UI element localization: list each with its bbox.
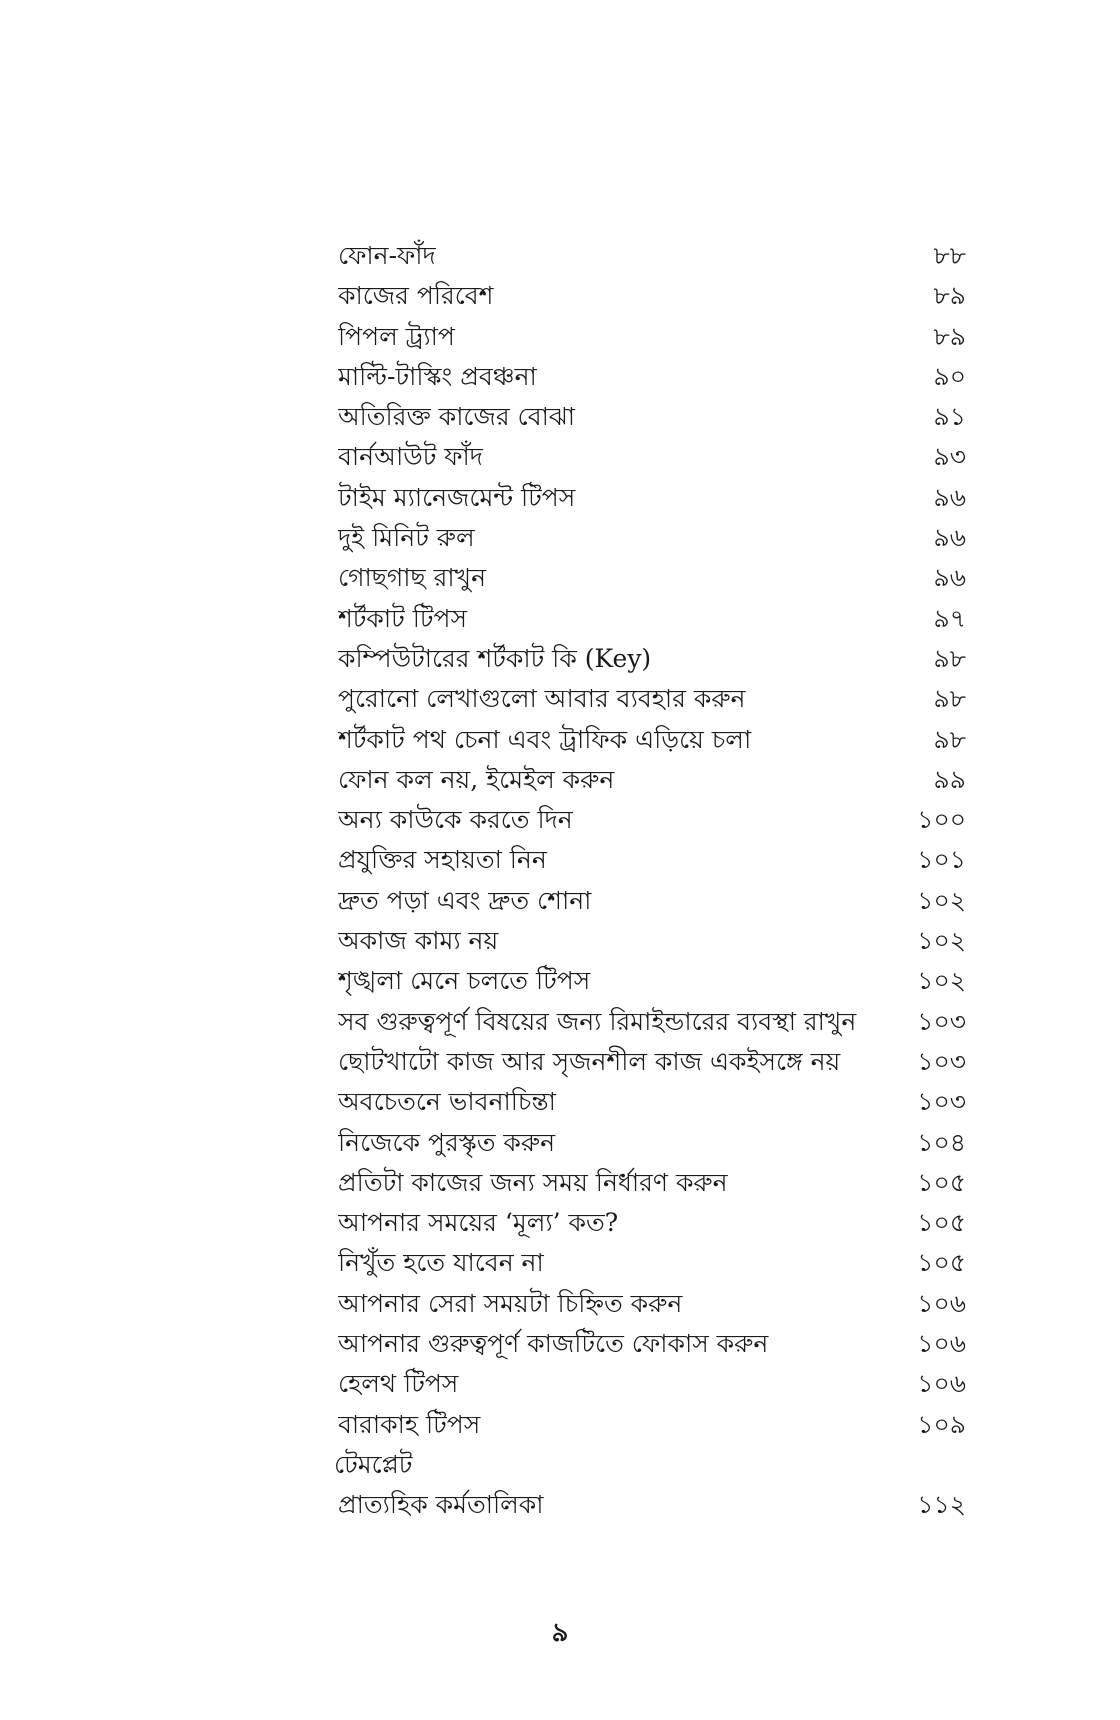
- toc-entry-page: ১০৩: [917, 1087, 966, 1117]
- toc-entry-page: ১০৪: [917, 1127, 966, 1157]
- toc-entry-page: ১০২: [917, 966, 966, 996]
- toc-entry: [338, 518, 966, 558]
- toc-entry-title: অতিরিক্ত কাজের বোঝা: [338, 402, 576, 432]
- toc-section-heading: [334, 1445, 966, 1485]
- toc-entry-page: ১০১: [917, 845, 966, 875]
- toc-entry: [338, 599, 966, 639]
- toc-entry: [338, 1485, 966, 1525]
- toc-entry: [338, 1243, 966, 1283]
- toc-entry-title: পিপল ট্র্যাপ: [338, 321, 455, 351]
- toc-entry-page: ৯৬: [933, 523, 966, 553]
- toc-entry: [338, 1324, 966, 1364]
- toc-entry-title: মাল্টি-টাস্কিং প্রবঞ্চনা: [338, 361, 537, 391]
- toc-entry: [338, 397, 966, 437]
- toc-entry: [338, 840, 966, 880]
- toc-entry-title: কাজের পরিবেশ: [338, 281, 494, 311]
- toc-entry-page: ৯৬: [933, 482, 966, 512]
- toc-entry: [338, 1082, 966, 1122]
- toc-entry-title: আপনার সময়ের ‘মূল্য’ কত?: [338, 1208, 619, 1238]
- toc-entry-page: ১০৫: [917, 1248, 966, 1278]
- toc-entry-title: অকাজ কাম্য নয়: [338, 926, 499, 956]
- toc-entry-page: ১০৬: [917, 1329, 966, 1359]
- toc-entry-title: শর্টকাট টিপস: [338, 603, 467, 633]
- toc-entry-title: হেলথ টিপস: [338, 1369, 459, 1399]
- toc-entry-title: আপনার সেরা সময়টা চিহ্নিত করুন: [338, 1288, 683, 1318]
- toc-entry-page: ৯১: [933, 402, 966, 432]
- toc-entry: [338, 881, 966, 921]
- toc-entry-page: ৮৯: [933, 321, 966, 351]
- toc-entry-page: ৯৮: [933, 643, 966, 673]
- toc-entry: [338, 1405, 966, 1445]
- toc-entry: [338, 1042, 966, 1082]
- toc-entry-page: ১০৩: [917, 1006, 966, 1036]
- toc-entry: [338, 317, 966, 357]
- toc-entry-page: ১০৬: [917, 1369, 966, 1399]
- toc-entry: [338, 639, 966, 679]
- toc-entry-title: প্রযুক্তির সহায়তা নিন: [338, 845, 547, 875]
- toc-entry-title: পুরোনো লেখাগুলো আবার ব্যবহার করুন: [338, 684, 746, 714]
- toc-entry-page: ৯৬: [933, 563, 966, 593]
- toc-entry-page: ৯৩: [933, 442, 966, 472]
- toc-entry-title: কম্পিউটারের শর্টকাট কি (Key): [338, 643, 652, 673]
- toc-entry: [338, 357, 966, 397]
- toc-entry-title: গোছগাছ রাখুন: [338, 563, 486, 593]
- page-number: ৯: [551, 1618, 569, 1648]
- toc-entry: [338, 236, 966, 276]
- toc-entry-page: ১০৯: [917, 1409, 966, 1439]
- toc-entry: [338, 276, 966, 316]
- toc-entry-page: ১০৫: [917, 1167, 966, 1197]
- toc-entry-title: নিজেকে পুরস্কৃত করুন: [338, 1127, 555, 1157]
- table-of-contents: [334, 236, 966, 1526]
- toc-entry-page: ৮৯: [933, 281, 966, 311]
- toc-entry-title: ছোটখাটো কাজ আর সৃজনশীল কাজ একইসঙ্গে নয়: [338, 1046, 841, 1076]
- toc-entry-page: ১১২: [917, 1490, 966, 1520]
- toc-entry: [338, 1364, 966, 1404]
- toc-entry-title: দ্রুত পড়া এবং দ্রুত শোনা: [338, 885, 592, 915]
- toc-entry-page: ৯৭: [933, 603, 966, 633]
- toc-entry-page: ৯৮: [933, 724, 966, 754]
- toc-entry-title: আপনার গুরুত্বপূর্ণ কাজটিতে ফোকাস করুন: [338, 1329, 769, 1359]
- toc-entry-page: ১০০: [917, 805, 966, 835]
- toc-entry: [338, 1002, 966, 1042]
- toc-entry-page: ১০৩: [917, 1046, 966, 1076]
- toc-entry: [338, 1123, 966, 1163]
- toc-entry-title: দুই মিনিট রুল: [338, 523, 475, 553]
- toc-entry: [338, 921, 966, 961]
- toc-entry: [338, 1284, 966, 1324]
- toc-entry-page: ১০৫: [917, 1208, 966, 1238]
- toc-entry-title: টেমপ্লেট: [334, 1449, 413, 1479]
- toc-entry: [338, 1203, 966, 1243]
- toc-entry-title: শৃঙ্খলা মেনে চলতে টিপস: [338, 966, 591, 996]
- toc-entry-page: ৯৮: [933, 684, 966, 714]
- toc-entry: [338, 720, 966, 760]
- toc-entry: [338, 437, 966, 477]
- toc-entry: [338, 800, 966, 840]
- toc-entry: [338, 760, 966, 800]
- toc-entry-title: অবচেতনে ভাবনাচিন্তা: [338, 1087, 556, 1117]
- toc-entry-title: ফোন কল নয়, ইমেইল করুন: [338, 764, 615, 794]
- toc-entry: [338, 961, 966, 1001]
- toc-entry-page: ১০২: [917, 926, 966, 956]
- toc-entry-title: প্রাত্যহিক কর্মতালিকা: [338, 1490, 544, 1520]
- toc-entry-title: অন্য কাউকে করতে দিন: [338, 805, 573, 835]
- toc-entry-title: প্রতিটা কাজের জন্য সময় নির্ধারণ করুন: [338, 1167, 728, 1197]
- toc-entry-title: টাইম ম্যানেজমেন্ট টিপস: [338, 482, 576, 512]
- toc-entry-page: ৯০: [933, 361, 966, 391]
- toc-entry-title: বারাকাহ টিপস: [338, 1409, 481, 1439]
- toc-entry: [338, 679, 966, 719]
- toc-entry: [338, 1163, 966, 1203]
- toc-entry-title: নিখুঁত হতে যাবেন না: [338, 1248, 544, 1278]
- toc-entry-page: ১০২: [917, 885, 966, 915]
- toc-entry: [338, 558, 966, 598]
- toc-entry-title: বার্নআউট ফাঁদ: [338, 442, 483, 472]
- toc-entry-page: ১০৬: [917, 1288, 966, 1318]
- toc-entry-title: সব গুরুত্বপূর্ণ বিষয়ের জন্য রিমাইন্ডারের ব্যবস্থা রাখুন: [338, 1006, 857, 1036]
- toc-entry: [338, 478, 966, 518]
- toc-entry-title: শর্টকাট পথ চেনা এবং ট্রাফিক এড়িয়ে চলা: [338, 724, 752, 754]
- toc-entry-page: ৯৯: [933, 764, 966, 794]
- toc-entry-title: ফোন-ফাঁদ: [338, 241, 436, 270]
- toc-entry-page: ৮৮: [933, 241, 966, 270]
